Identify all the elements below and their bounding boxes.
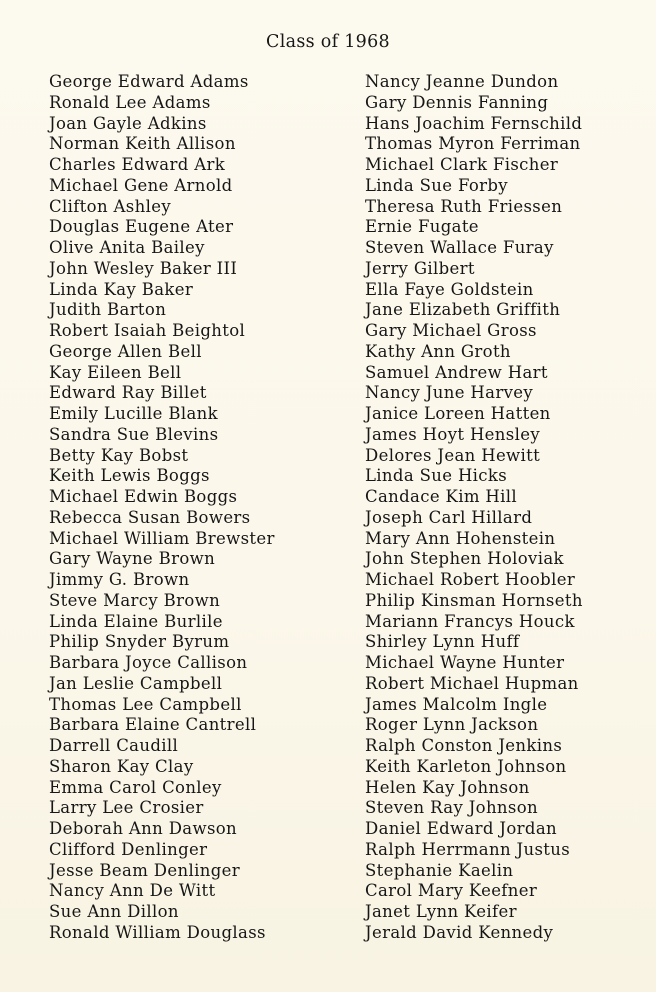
graduate-name: Barbara Elaine Cantrell xyxy=(49,715,257,735)
graduate-name: Michael Wayne Hunter xyxy=(365,653,565,672)
graduate-name: Ralph Herrmann Justus xyxy=(365,839,571,859)
graduate-name: Charles Edward Ark xyxy=(49,155,226,174)
graduate-name: Rebecca Susan Bowers xyxy=(49,507,251,527)
graduate-name: Ronald William Douglass xyxy=(49,922,266,942)
graduate-name: Kathy Ann Groth xyxy=(365,341,511,361)
graduate-name: Nancy June Harvey xyxy=(365,383,534,403)
graduate-name: Barbara Joyce Callison xyxy=(49,653,248,672)
graduate-name: Robert Isaiah Beightol xyxy=(49,321,246,340)
graduate-name: Janet Lynn Keifer xyxy=(365,902,517,921)
graduate-name: Shirley Lynn Huff xyxy=(365,632,520,652)
graduate-name: Sue Ann Dillon xyxy=(49,902,179,921)
graduate-name: Larry Lee Crosier xyxy=(49,798,204,818)
graduate-name: Steven Ray Johnson xyxy=(365,798,538,818)
graduate-name: Gary Dennis Fanning xyxy=(365,92,549,112)
graduate-name: Keith Karleton Johnson xyxy=(365,756,567,776)
graduate-name: Ronald Lee Adams xyxy=(49,92,211,112)
graduate-name: Clifford Denlinger xyxy=(49,839,208,859)
graduate-name: Steve Marcy Brown xyxy=(49,590,221,610)
graduate-name: Janice Loreen Hatten xyxy=(365,404,551,423)
graduate-name: Samuel Andrew Hart xyxy=(365,362,548,382)
graduate-name: Mariann Francys Houck xyxy=(365,611,575,631)
graduate-name: Michael Edwin Boggs xyxy=(49,487,238,506)
graduate-name: Olive Anita Bailey xyxy=(49,238,205,257)
graduate-name: Philip Snyder Byrum xyxy=(49,632,230,652)
graduate-name: John Wesley Baker III xyxy=(49,258,238,278)
graduate-name: Emily Lucille Blank xyxy=(49,404,218,423)
graduate-name: Ralph Conston Jenkins xyxy=(365,736,563,755)
graduate-name: Steven Wallace Furay xyxy=(365,238,554,257)
right-name-column xyxy=(365,72,583,944)
graduate-name: Thomas Myron Ferriman xyxy=(365,134,581,154)
graduate-name: John Stephen Holoviak xyxy=(365,549,564,569)
graduate-name: Jesse Beam Denlinger xyxy=(49,860,240,880)
graduate-name: James Hoyt Hensley xyxy=(365,424,541,444)
graduate-name: Stephanie Kaelin xyxy=(365,860,514,880)
page-title: Class of 1968 xyxy=(266,32,390,52)
graduate-name: Linda Elaine Burlile xyxy=(49,611,223,631)
graduate-name: James Malcolm Ingle xyxy=(365,694,548,714)
graduate-name: Gary Wayne Brown xyxy=(49,549,216,569)
graduate-name: George Edward Adams xyxy=(49,72,249,91)
graduate-name: Jerry Gilbert xyxy=(365,258,475,278)
graduate-name: Helen Kay Johnson xyxy=(365,777,530,797)
graduate-name: Sharon Kay Clay xyxy=(49,756,194,776)
graduate-name: Jan Leslie Campbell xyxy=(49,673,223,693)
graduate-name: Douglas Eugene Ater xyxy=(49,217,234,237)
graduate-name: Judith Barton xyxy=(49,300,167,320)
graduate-name: Linda Kay Baker xyxy=(49,279,194,299)
graduate-name: Betty Kay Bobst xyxy=(49,445,189,465)
graduate-name: Ernie Fugate xyxy=(365,217,479,237)
graduate-name: Emma Carol Conley xyxy=(49,777,222,797)
graduate-name: Norman Keith Allison xyxy=(49,134,236,154)
graduate-name: Jimmy G. Brown xyxy=(49,570,190,589)
graduate-name: George Allen Bell xyxy=(49,341,202,361)
graduate-name: Nancy Jeanne Dundon xyxy=(365,72,559,91)
graduate-name: Carol Mary Keefner xyxy=(365,881,538,901)
graduate-name: Philip Kinsman Hornseth xyxy=(365,590,583,610)
graduate-name: Darrell Caudill xyxy=(49,736,179,755)
graduate-name: Jerald David Kennedy xyxy=(365,922,554,942)
graduate-name: Joseph Carl Hillard xyxy=(365,507,533,527)
graduate-name: Deborah Ann Dawson xyxy=(49,819,238,838)
graduate-name: Michael Robert Hoobler xyxy=(365,570,576,589)
graduate-name: Jane Elizabeth Griffith xyxy=(365,300,561,320)
graduate-name: Hans Joachim Fernschild xyxy=(365,113,583,133)
graduate-name: Linda Sue Forby xyxy=(365,175,508,195)
graduate-name: Ella Faye Goldstein xyxy=(365,279,534,299)
graduate-name: Theresa Ruth Friessen xyxy=(365,196,563,216)
graduate-name: Keith Lewis Boggs xyxy=(49,466,210,486)
graduate-name: Michael Gene Arnold xyxy=(49,175,233,195)
graduate-name: Daniel Edward Jordan xyxy=(365,819,557,838)
graduate-name: Candace Kim Hill xyxy=(365,487,518,506)
graduate-name: Robert Michael Hupman xyxy=(365,673,579,693)
graduate-name: Thomas Lee Campbell xyxy=(49,694,242,714)
graduate-name: Michael Clark Fischer xyxy=(365,155,559,174)
graduate-name: Mary Ann Hohenstein xyxy=(365,528,556,548)
graduate-name: Sandra Sue Blevins xyxy=(49,424,219,444)
graduate-name: Clifton Ashley xyxy=(49,196,171,216)
graduate-name: Gary Michael Gross xyxy=(365,321,537,340)
graduate-name: Kay Eileen Bell xyxy=(49,362,182,382)
graduate-name: Roger Lynn Jackson xyxy=(365,715,539,735)
graduate-name: Linda Sue Hicks xyxy=(365,466,508,486)
graduate-name: Joan Gayle Adkins xyxy=(49,113,207,133)
left-name-column xyxy=(49,72,275,944)
graduate-name: Nancy Ann De Witt xyxy=(49,881,216,901)
graduate-name: Michael William Brewster xyxy=(49,528,275,548)
graduate-name: Edward Ray Billet xyxy=(49,383,207,403)
graduate-name: Delores Jean Hewitt xyxy=(365,445,541,465)
